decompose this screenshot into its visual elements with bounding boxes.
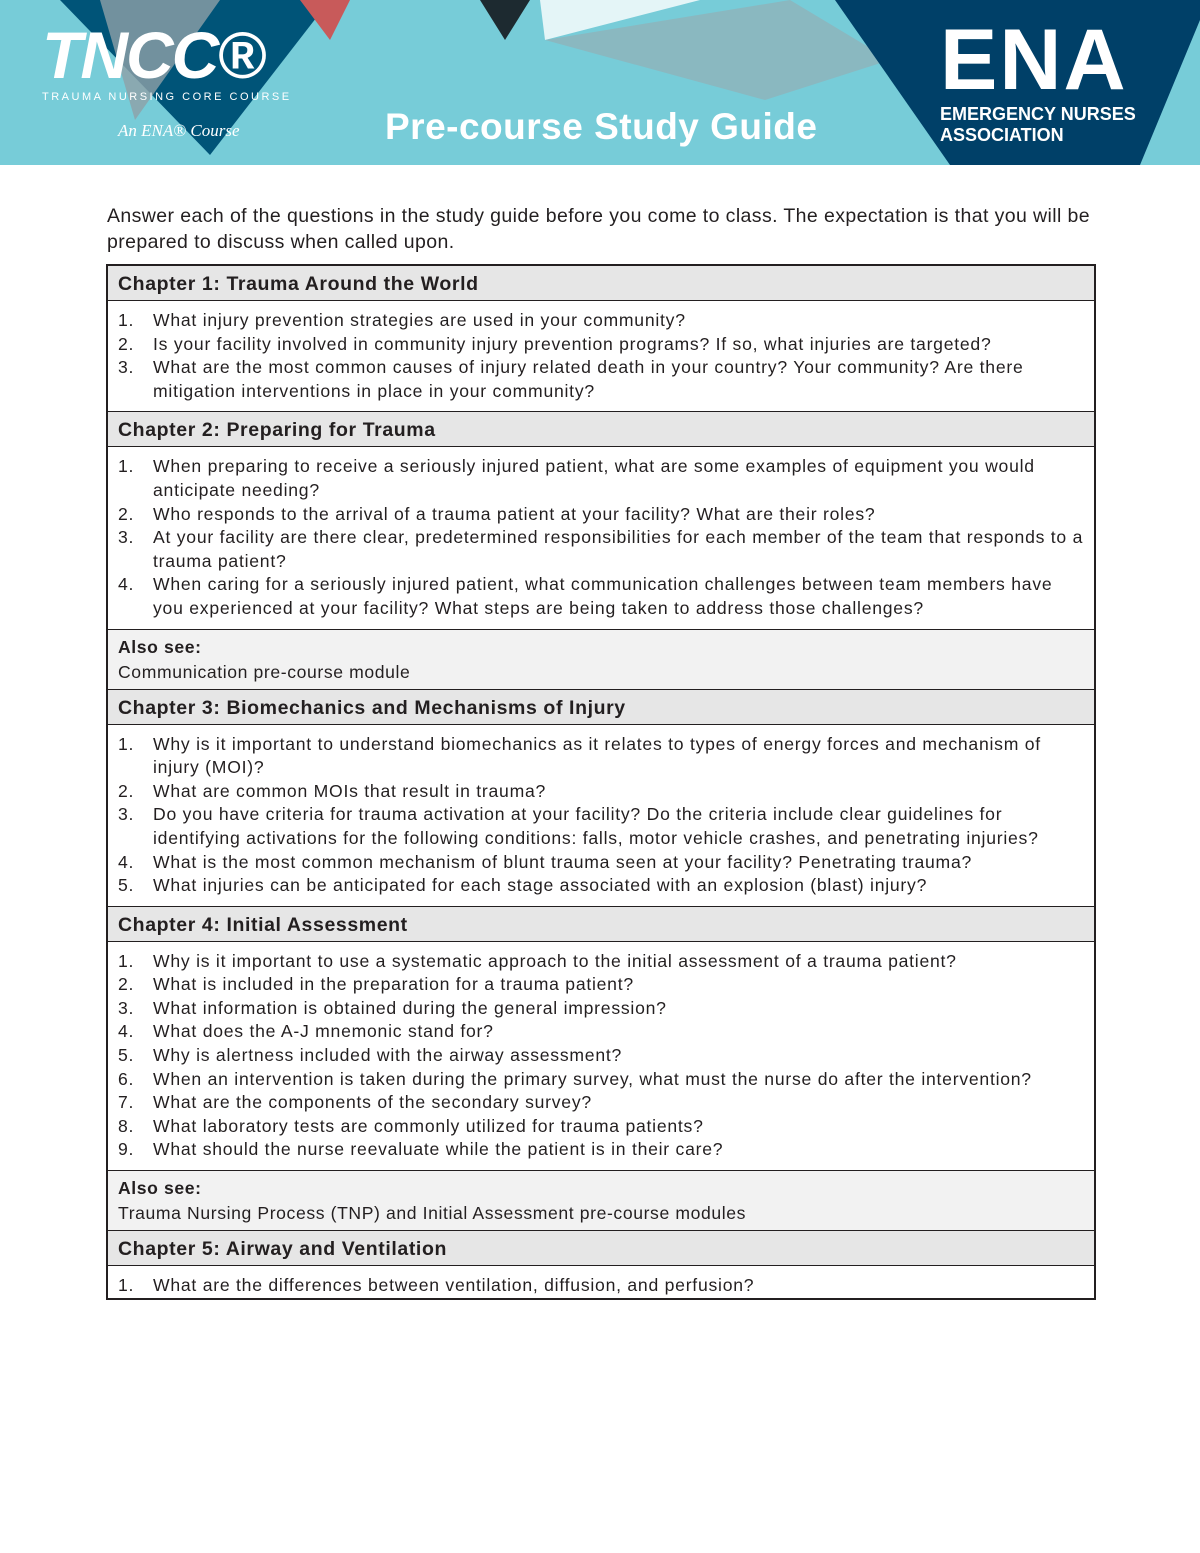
chapter-questions <box>108 1266 1094 1298</box>
question-text: What are the components of the secondary survey? <box>153 1092 592 1113</box>
question-item <box>118 997 1084 1021</box>
tncc-logo-subtitle: TRAUMA NURSING CORE COURSE <box>42 91 292 103</box>
question-number: 1. <box>118 310 135 330</box>
chapter-header: Chapter 5: Airway and Ventilation <box>108 1231 1094 1266</box>
question-text: Who responds to the arrival of a trauma patient at your facility? What are their roles? <box>153 503 876 524</box>
question-item <box>118 780 1084 804</box>
chapter-questions <box>108 301 1094 412</box>
question-text: What injuries can be anticipated for each stage associated with an explosion (blast) injury? <box>153 875 928 896</box>
question-number: 3. <box>118 997 135 1018</box>
question-number: 9. <box>118 1139 135 1160</box>
header-banner <box>0 0 1200 165</box>
question-text: Why is it important to use a systematic approach to the initial assessment of a trauma patient? <box>153 950 957 971</box>
question-item <box>118 851 1084 875</box>
question-item <box>118 1115 1084 1139</box>
chapter-header: Chapter 2: Preparing for Trauma <box>108 412 1094 447</box>
chapter-header: Chapter 1: Trauma Around the World <box>108 266 1094 301</box>
question-item <box>118 455 1084 502</box>
ena-sub-line2: ASSOCIATION <box>940 125 1064 145</box>
question-item <box>118 1020 1084 1044</box>
question-number: 1. <box>118 950 135 971</box>
question-number: 1. <box>118 456 135 477</box>
question-item <box>118 973 1084 997</box>
question-text: What injury prevention strategies are used in your community? <box>153 310 686 330</box>
question-text: What is included in the preparation for a trauma patient? <box>153 974 634 995</box>
question-item <box>118 803 1084 850</box>
chapter-header: Chapter 4: Initial Assessment <box>108 907 1094 942</box>
chapter-questions <box>108 725 1094 907</box>
question-item <box>118 573 1084 620</box>
tncc-logo: TNCC® <box>42 18 264 92</box>
chapter-questions <box>108 942 1094 1171</box>
question-text: Do you have criteria for trauma activation at your facility? Do the criteria include clear guidelines for identifying activations for the following conditions: falls, motor vehicle crashes, and penetrating injuries? <box>153 804 1039 848</box>
ena-logo-subtitle <box>940 104 1136 146</box>
also-see-box <box>108 1171 1094 1231</box>
question-number: 5. <box>118 875 135 896</box>
question-text: Why is alertness included with the airway assessment? <box>153 1045 623 1066</box>
question-number: 6. <box>118 1068 135 1089</box>
question-text: At your facility are there clear, predetermined responsibilities for each member of the team that responds to a trauma patient? <box>153 527 1084 571</box>
question-text: Is your facility involved in community injury prevention programs? If so, what injuries are targeted? <box>153 333 992 354</box>
also-see-text: Communication pre-course module <box>118 661 411 682</box>
question-number: 1. <box>118 733 135 754</box>
also-see-label: Also see: <box>118 1178 202 1199</box>
question-item <box>118 1091 1084 1115</box>
question-text: What are common MOIs that result in trauma? <box>153 780 547 801</box>
question-item <box>118 333 1084 357</box>
question-number: 3. <box>118 357 135 378</box>
question-number: 3. <box>118 527 135 548</box>
question-number: 2. <box>118 503 135 524</box>
question-text: When caring for a seriously injured patient, what communication challenges between team members have you experienced at your facility? What steps are being taken to address those challenges? <box>153 574 1053 618</box>
question-item <box>118 733 1084 780</box>
question-text: What are the most common causes of injury related death in your country? Your community? Are there mitigation interventions in place in your community? <box>153 357 1024 401</box>
question-number: 2. <box>118 780 135 801</box>
question-item <box>118 356 1084 403</box>
question-item <box>118 1044 1084 1068</box>
question-number: 5. <box>118 1045 135 1066</box>
question-number: 7. <box>118 1092 135 1113</box>
question-item <box>118 526 1084 573</box>
question-number: 4. <box>118 1021 135 1042</box>
ena-sub-line1: EMERGENCY NURSES <box>940 104 1136 124</box>
question-number: 4. <box>118 574 135 595</box>
question-item <box>118 309 1084 333</box>
question-text: What are the differences between ventilation, diffusion, and perfusion? <box>153 1275 755 1296</box>
question-text: What should the nurse reevaluate while the patient is in their care? <box>153 1139 724 1160</box>
question-number: 2. <box>118 974 135 995</box>
question-text: What laboratory tests are commonly utilized for trauma patients? <box>153 1115 704 1136</box>
question-number: 2. <box>118 333 135 354</box>
question-number: 3. <box>118 804 135 825</box>
question-number: 8. <box>118 1115 135 1136</box>
question-item <box>118 1068 1084 1092</box>
question-text: What is the most common mechanism of blunt trauma seen at your facility? Penetrating trauma? <box>153 851 973 872</box>
question-item <box>118 1274 1084 1298</box>
tncc-logo-tagline: An ENA® Course <box>118 121 240 140</box>
question-number: 4. <box>118 851 135 872</box>
question-text: When preparing to receive a seriously injured patient, what are some examples of equipment you would anticipate needing? <box>153 456 1035 500</box>
study-guide-table <box>106 264 1096 1300</box>
question-text: When an intervention is taken during the primary survey, what must the nurse do after the intervention? <box>153 1068 1032 1089</box>
question-item <box>118 950 1084 974</box>
question-number: 1. <box>118 1275 135 1296</box>
also-see-text: Trauma Nursing Process (TNP) and Initial Assessment pre-course modules <box>118 1203 747 1224</box>
question-item <box>118 1138 1084 1162</box>
question-text: What information is obtained during the general impression? <box>153 997 667 1018</box>
ena-logo: ENA <box>940 12 1128 108</box>
question-item <box>118 503 1084 527</box>
question-item <box>118 874 1084 898</box>
question-text: What does the A-J mnemonic stand for? <box>153 1021 494 1042</box>
chapter-header: Chapter 3: Biomechanics and Mechanisms of Injury <box>108 690 1094 725</box>
also-see-label: Also see: <box>118 636 202 657</box>
chapter-questions <box>108 447 1094 629</box>
intro-text: Answer each of the questions in the study guide before you come to class. The expectation is that you will be prepared to discuss when called upon. <box>107 205 1091 253</box>
page-title: Pre-course Study Guide <box>385 106 818 147</box>
question-text: Why is it important to understand biomechanics as it relates to types of energy forces and mechanism of injury (MOI)? <box>153 733 1041 778</box>
also-see-box <box>108 630 1094 690</box>
